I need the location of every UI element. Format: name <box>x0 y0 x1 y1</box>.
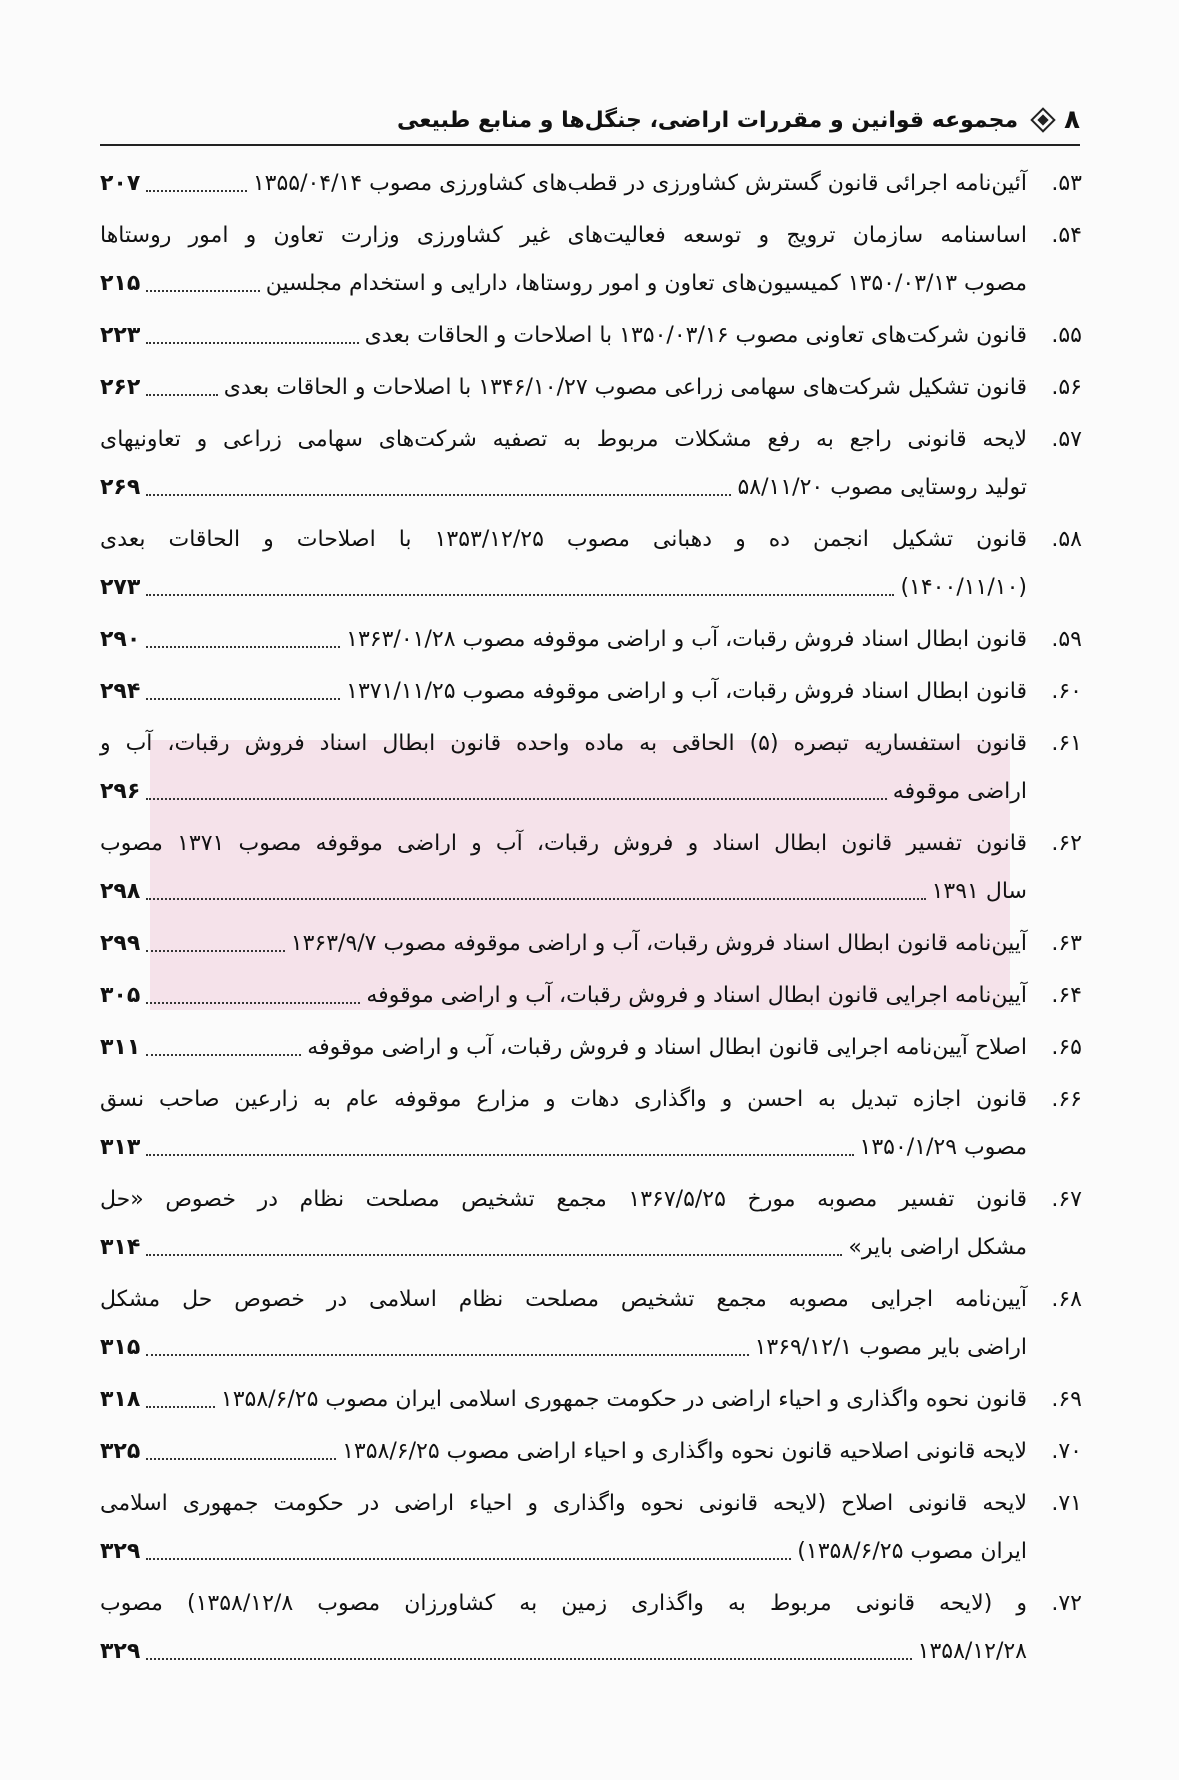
dot-leader <box>146 312 358 344</box>
entry-page-number: ۳۱۴ <box>100 1235 141 1260</box>
entry-title: تولید روستایی مصوب ۵۸/۱۱/۲۰ <box>737 475 1027 500</box>
entry-page-number: ۲۹۶ <box>100 779 141 804</box>
entry-number: ۵۹. <box>1051 627 1082 652</box>
dot-leader <box>146 616 340 648</box>
dot-leader <box>146 1376 215 1408</box>
dot-leader <box>146 768 887 800</box>
toc-entry[interactable] <box>100 516 1082 612</box>
entry-title: اراضی بایر مصوب ۱۳۶۹/۱۲/۱ <box>754 1335 1027 1360</box>
entry-line <box>100 972 1027 1020</box>
entry-title: ۱۳۵۸/۱۲/۲۸ <box>917 1639 1027 1664</box>
entry-line <box>100 1528 1027 1576</box>
dot-leader <box>146 1528 791 1560</box>
entry-number: ۶۳. <box>1051 931 1082 956</box>
entry-body <box>100 312 1027 360</box>
toc-entry[interactable] <box>100 920 1082 968</box>
entry-title: لایحه قانونی راجع به رفع مشکلات مربوط به تصفیه شرکت‌های سهامی زراعی و تعاونیهای <box>100 427 1027 452</box>
entry-body <box>100 1480 1027 1576</box>
toc-entry[interactable] <box>100 1024 1082 1072</box>
entry-line <box>100 516 1027 564</box>
toc-entry[interactable] <box>100 1276 1082 1372</box>
entry-number: ۶۶. <box>1051 1087 1082 1112</box>
entry-number: ۶۸. <box>1051 1287 1082 1312</box>
entry-line <box>100 920 1027 968</box>
entry-number: ۶۲. <box>1051 831 1082 856</box>
toc-entry[interactable] <box>100 1428 1082 1476</box>
entry-page-number: ۲۹۸ <box>100 879 141 904</box>
toc-entry[interactable] <box>100 416 1082 512</box>
entry-body <box>100 668 1027 716</box>
entry-title: آیین‌نامه قانون ابطال اسناد فروش رقبات، آب و اراضی موقوفه مصوب ۱۳۶۳/۹/۷ <box>290 931 1027 956</box>
entry-line <box>100 1024 1027 1072</box>
entry-title: اراضی موقوفه <box>892 779 1027 804</box>
entry-title: آیین‌نامه اجرایی مصوبه مجمع تشخیص مصلحت نظام اسلامی در خصوص حل مشکل <box>100 1287 1027 1312</box>
entry-title: مصوب ۱۳۵۰/۱/۲۹ <box>859 1135 1027 1160</box>
entry-line <box>100 1428 1027 1476</box>
entry-title: اصلاح آیین‌نامه اجرایی قانون ابطال اسناد و فروش رقبات، آب و اراضی موقوفه <box>307 1035 1027 1060</box>
entry-body <box>100 616 1027 664</box>
entry-page-number: ۲۹۹ <box>100 931 141 956</box>
toc-entry[interactable] <box>100 616 1082 664</box>
entry-line <box>100 768 1027 816</box>
entry-line <box>100 260 1027 308</box>
entry-body <box>100 212 1027 308</box>
entry-page-number: ۳۲۵ <box>100 1439 141 1464</box>
toc-entry[interactable] <box>100 1580 1082 1676</box>
toc-entry[interactable] <box>100 1076 1082 1172</box>
toc-entry[interactable] <box>100 1176 1082 1272</box>
entry-body <box>100 920 1027 968</box>
entry-line <box>100 1124 1027 1172</box>
dot-leader <box>146 1024 301 1056</box>
entry-number: ۵۸. <box>1051 527 1082 552</box>
entry-body <box>100 364 1027 412</box>
entry-line <box>100 160 1027 208</box>
entry-body <box>100 1176 1027 1272</box>
entry-page-number: ۲۷۳ <box>100 575 141 600</box>
entry-number: ۵۶. <box>1051 375 1082 400</box>
entry-number: ۶۱. <box>1051 731 1082 756</box>
entry-body <box>100 160 1027 208</box>
entry-page-number: ۲۲۳ <box>100 323 141 348</box>
entry-body <box>100 820 1027 916</box>
entry-title: قانون تفسیر مصوبه مورخ ۱۳۶۷/۵/۲۵ مجمع تشخیص مصلحت نظام در خصوص «حل <box>100 1187 1027 1212</box>
entry-page-number: ۳۰۵ <box>100 983 141 1008</box>
entry-line <box>100 1580 1027 1628</box>
entry-line <box>100 720 1027 768</box>
entry-title: آئین‌نامه اجرائی قانون گسترش کشاورزی در قطب‌های کشاورزی مصوب ۱۳۵۵/۰۴/۱۴ <box>252 171 1027 196</box>
dot-leader <box>146 260 259 292</box>
entry-line <box>100 1224 1027 1272</box>
entry-line <box>100 1376 1027 1424</box>
entry-title: (۱۴۰۰/۱۱/۱۰) <box>900 575 1027 600</box>
toc-entry[interactable] <box>100 820 1082 916</box>
page-number: ۸ <box>1064 105 1080 135</box>
entry-line <box>100 820 1027 868</box>
entry-page-number: ۳۲۹ <box>100 1539 141 1564</box>
entry-body <box>100 972 1027 1020</box>
entry-title: قانون تفسیر قانون ابطال اسناد و فروش رقبات، آب و اراضی موقوفه مصوب ۱۳۷۱ مصوب <box>100 831 1027 856</box>
entry-number: ۷۰. <box>1051 1439 1082 1464</box>
entry-page-number: ۲۰۷ <box>100 171 141 196</box>
dot-leader <box>146 364 217 396</box>
dot-leader <box>146 160 247 192</box>
dot-leader <box>146 972 360 1004</box>
dot-leader <box>146 668 340 700</box>
entry-number: ۶۴. <box>1051 983 1082 1008</box>
entry-body <box>100 720 1027 816</box>
entry-title: قانون شرکت‌های تعاونی مصوب ۱۳۵۰/۰۳/۱۶ با اصلاحات و الحاقات بعدی <box>364 323 1027 348</box>
toc-entry[interactable] <box>100 972 1082 1020</box>
entry-line <box>100 464 1027 512</box>
entry-page-number: ۳۱۱ <box>100 1035 141 1060</box>
entry-title: لایحه قانونی اصلاحیه قانون نحوه واگذاری و احیاء اراضی مصوب ۱۳۵۸/۶/۲۵ <box>342 1439 1027 1464</box>
entry-body <box>100 1428 1027 1476</box>
toc-entry[interactable] <box>100 160 1082 208</box>
entry-title: قانون نحوه واگذاری و احیاء اراضی در حکومت جمهوری اسلامی ایران مصوب ۱۳۵۸/۶/۲۵ <box>220 1387 1027 1412</box>
entry-number: ۶۹. <box>1051 1387 1082 1412</box>
toc-entry[interactable] <box>100 312 1082 360</box>
entry-number: ۵۷. <box>1051 427 1082 452</box>
dot-leader <box>146 920 284 952</box>
entry-title: قانون تشکیل انجمن ده و دهبانی مصوب ۱۳۵۳/۱۲/۲۵ با اصلاحات و الحاقات بعدی <box>100 527 1027 552</box>
entry-title: سال ۱۳۹۱ <box>931 879 1027 904</box>
entry-number: ۶۷. <box>1051 1187 1082 1212</box>
entry-line <box>100 1076 1027 1124</box>
entry-line <box>100 1480 1027 1528</box>
toc-entry[interactable] <box>100 720 1082 816</box>
entry-line <box>100 668 1027 716</box>
entry-page-number: ۳۱۳ <box>100 1135 141 1160</box>
entry-body <box>100 1580 1027 1676</box>
entry-title: و (لایحه قانونی مربوط به واگذاری زمین به کشاورزان مصوب ۱۳۵۸/۱۲/۸) مصوب <box>100 1591 1027 1616</box>
toc-entry[interactable] <box>100 668 1082 716</box>
entry-body <box>100 1024 1027 1072</box>
entry-number: ۷۲. <box>1051 1591 1082 1616</box>
entry-number: ۵۳. <box>1051 171 1082 196</box>
entry-line <box>100 564 1027 612</box>
entry-body <box>100 516 1027 612</box>
entry-line <box>100 416 1027 464</box>
entry-line <box>100 1324 1027 1372</box>
entry-title: مصوب ۱۳۵۰/۰۳/۱۳ کمیسیون‌های تعاون و امور روستاها، دارایی و استخدام مجلسین <box>265 271 1027 296</box>
entry-title: قانون تشکیل شرکت‌های سهامی زراعی مصوب ۱۳۴۶/۱۰/۲۷ با اصلاحات و الحاقات بعدی <box>223 375 1027 400</box>
entry-line <box>100 616 1027 664</box>
entry-line <box>100 1276 1027 1324</box>
dot-leader <box>146 564 894 596</box>
entry-page-number: ۲۶۲ <box>100 375 141 400</box>
toc-entry[interactable] <box>100 212 1082 308</box>
entry-line <box>100 364 1027 412</box>
dot-leader <box>146 868 925 900</box>
entry-line <box>100 1628 1027 1676</box>
diamond-icon <box>1030 107 1055 132</box>
entry-page-number: ۲۶۹ <box>100 475 141 500</box>
entry-number: ۵۵. <box>1051 323 1082 348</box>
dot-leader <box>146 464 731 496</box>
entry-line <box>100 312 1027 360</box>
entry-title: لایحه قانونی اصلاح (لایحه قانونی نحوه واگذاری و احیاء اراضی در حکومت جمهوری اسلامی <box>100 1491 1027 1516</box>
entry-page-number: ۳۱۸ <box>100 1387 141 1412</box>
table-of-contents <box>100 160 1082 1680</box>
entry-title: مشکل اراضی بایر» <box>848 1235 1027 1260</box>
entry-page-number: ۳۲۹ <box>100 1639 141 1664</box>
entry-title: قانون ابطال اسناد فروش رقبات، آب و اراضی موقوفه مصوب ۱۳۶۳/۰۱/۲۸ <box>346 627 1027 652</box>
book-title: مجموعه قوانین و مقررات اراضی، جنگل‌ها و منابع طبیعی <box>396 107 1019 133</box>
entry-title: اساسنامه سازمان ترویج و توسعه فعالیت‌های غیر کشاورزی وزارت تعاون و امور روستاها <box>100 223 1027 248</box>
entry-body <box>100 1076 1027 1172</box>
toc-entry[interactable] <box>100 364 1082 412</box>
entry-page-number: ۲۹۴ <box>100 679 141 704</box>
dot-leader <box>146 1428 336 1460</box>
page-header <box>100 96 1080 146</box>
entry-line <box>100 1176 1027 1224</box>
entry-page-number: ۲۱۵ <box>100 271 141 296</box>
entry-number: ۶۰. <box>1051 679 1082 704</box>
entry-title: قانون استفساریه تبصره (۵) الحاقی به ماده واحده قانون ابطال اسناد فروش رقبات، آب و <box>100 731 1027 756</box>
entry-number: ۷۱. <box>1051 1491 1082 1516</box>
dot-leader <box>146 1224 842 1256</box>
entry-title: آیین‌نامه اجرایی قانون ابطال اسناد و فروش رقبات، آب و اراضی موقوفه <box>366 983 1027 1008</box>
entry-body <box>100 1276 1027 1372</box>
dot-leader <box>146 1324 748 1356</box>
entry-body <box>100 1376 1027 1424</box>
toc-entry[interactable] <box>100 1480 1082 1576</box>
toc-entry[interactable] <box>100 1376 1082 1424</box>
entry-title: قانون ابطال اسناد فروش رقبات، آب و اراضی موقوفه مصوب ۱۳۷۱/۱۱/۲۵ <box>346 679 1027 704</box>
entry-line <box>100 212 1027 260</box>
entry-page-number: ۳۱۵ <box>100 1335 141 1360</box>
entry-number: ۶۵. <box>1051 1035 1082 1060</box>
entry-title: قانون اجازه تبدیل به احسن و واگذاری دهات و مزارع موقوفه عام به زارعین صاحب نسق <box>100 1087 1027 1112</box>
entry-line <box>100 868 1027 916</box>
entry-number: ۵۴. <box>1051 223 1082 248</box>
dot-leader <box>146 1124 853 1156</box>
entry-title: ایران مصوب ۱۳۵۸/۶/۲۵) <box>797 1539 1027 1564</box>
entry-body <box>100 416 1027 512</box>
dot-leader <box>146 1628 911 1660</box>
entry-page-number: ۲۹۰ <box>100 627 141 652</box>
